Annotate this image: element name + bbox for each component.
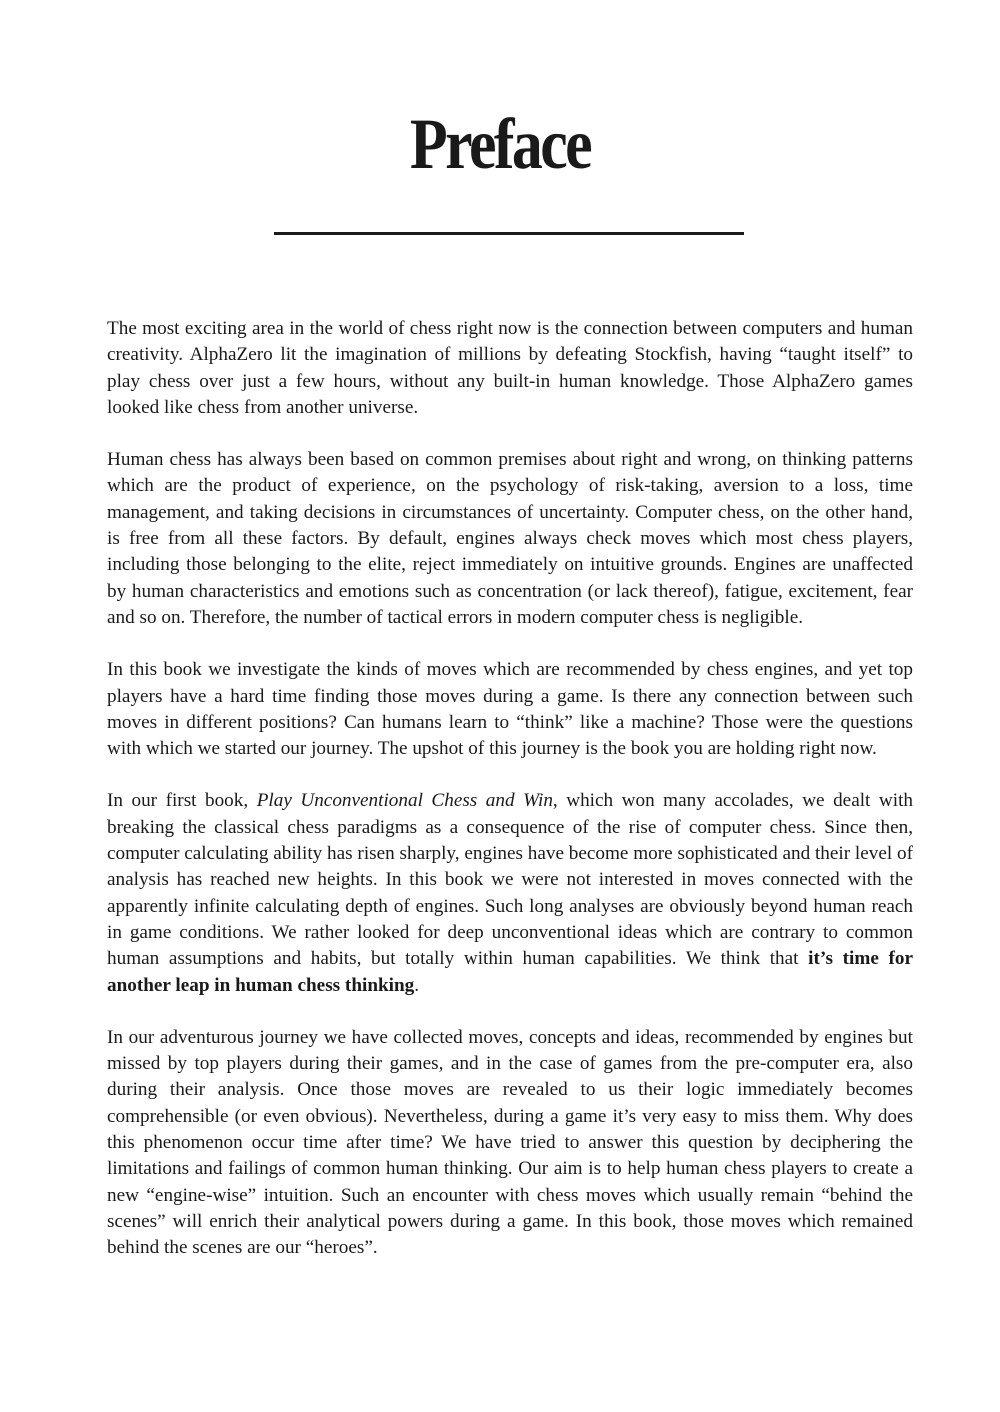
paragraph-4 (107, 788, 913, 998)
paragraph-4-middle: , which won many accolades, we dealt with breaking the classical chess paradigms as a consequence of the rise of computer chess. Since then, computer calculating ability has risen sharply, engines have become more sophisticated and their level of analysis has reached new heights. In this book we were not interested in moves connected with the apparently infinite calculating depth of engines. Such long analyses are obviously beyond human reach in game conditions. We rather looked for deep unconventional ideas which are contrary to common human assumptions and habits, but totally within human capabilities. We think that (107, 790, 913, 970)
paragraph-3: In this book we investigate the kinds of moves which are recommended by chess engines, and yet top players have a hard time finding those moves during a game. Is there any connection between such moves in different positions? Can humans learn to “think” like a machine? Those were the questions with which we started our journey. The upshot of this journey is the book you are holding right now. (107, 659, 913, 760)
book-title-italic: Play Unconventional Chess and Win (256, 790, 553, 812)
paragraph-1: The most exciting area in the world of chess right now is the connection between computers and human creativity. AlphaZero lit the imagination of millions by defeating Stockfish, having “taught itself” to play chess over just a few hours, without any built-in human knowledge. Those AlphaZero games looked like chess from another universe. (107, 318, 913, 418)
title-underline-rule (274, 232, 744, 235)
preface-body (107, 316, 913, 1288)
paragraph-5: In our adventurous journey we have collected moves, concepts and ideas, recommended by engines but missed by top players during their games, and in the case of games from the pre-computer era, also during their analysis. Once those moves are revealed to us their logic immediately becomes comprehensible (or even obvious). Nevertheless, during a game it’s very easy to miss them. Why does this phenomenon occur time after time? We have tried to answer this question by deciphering the limitations and failings of common human thinking. Our aim is to help human chess players to create a new “engine-wise” intuition. Such an encounter with chess moves which usually remain “behind the scenes” will enrich their analytical powers during a game. In this book, those moves which remained behind the scenes are our “heroes”. (107, 1026, 913, 1259)
emphasis-bold: it’s time for another leap in human chess thinking (107, 948, 913, 996)
paragraph-4-end: . (414, 974, 420, 996)
page-title: Preface (409, 104, 591, 184)
paragraph-4-lead: In our first book, (107, 790, 257, 812)
paragraph-2: Human chess has always been based on common premises about right and wrong, on thinking patterns which are the product of experience, on the psychology of risk-taking, aversion to a loss, time management, and taking decisions in circumstances of uncertainty. Computer chess, on the other hand, is free from all these factors. By default, engines always check moves which most chess players, including those belonging to the elite, reject immediately on intuitive grounds. Engines are unaffected by human characteristics and emotions such as concentration (or lack thereof), fatigue, excitement, fear and so on. Therefore, the number of tactical errors in modern computer chess is negligible. (107, 449, 913, 628)
